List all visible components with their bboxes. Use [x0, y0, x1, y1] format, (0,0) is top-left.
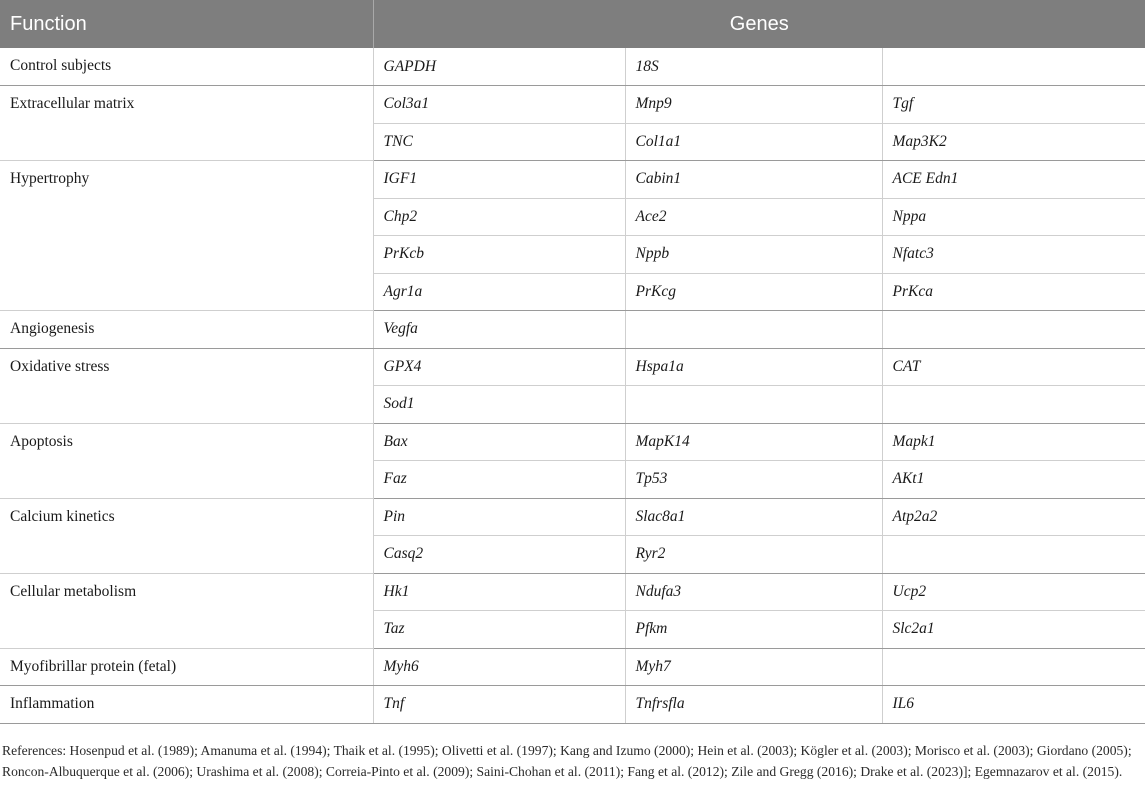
- gene-cell: GPX4: [373, 348, 625, 386]
- table-row: [0, 348, 1145, 386]
- function-cell: Control subjects: [0, 48, 373, 86]
- function-cell: Hypertrophy: [0, 161, 373, 311]
- gene-cell: CAT: [882, 348, 1145, 386]
- gene-cell: Sod1: [373, 386, 625, 424]
- gene-cell: PrKcg: [625, 273, 882, 311]
- gene-cell: 18S: [625, 48, 882, 86]
- gene-cell: IL6: [882, 686, 1145, 724]
- gene-cell: AKt1: [882, 461, 1145, 499]
- gene-cell: Map3K2: [882, 123, 1145, 161]
- gene-cell: Casq2: [373, 536, 625, 574]
- gene-cell: [882, 648, 1145, 686]
- gene-cell: [625, 311, 882, 349]
- function-cell: Angiogenesis: [0, 311, 373, 349]
- gene-cell: Bax: [373, 423, 625, 461]
- table-row: [0, 573, 1145, 611]
- table-header: [0, 0, 1145, 48]
- gene-cell: Mapk1: [882, 423, 1145, 461]
- gene-cell: PrKca: [882, 273, 1145, 311]
- table-row: [0, 311, 1145, 349]
- gene-cell: GAPDH: [373, 48, 625, 86]
- function-cell: Extracellular matrix: [0, 86, 373, 161]
- gene-cell: Pfkm: [625, 611, 882, 649]
- function-cell: Inflammation: [0, 686, 373, 724]
- gene-cell: PrKcb: [373, 236, 625, 274]
- gene-cell: Cabin1: [625, 161, 882, 199]
- gene-cell: Myh6: [373, 648, 625, 686]
- gene-cell: Nfatc3: [882, 236, 1145, 274]
- gene-cell: Tgf: [882, 86, 1145, 124]
- gene-cell: Taz: [373, 611, 625, 649]
- gene-cell: Vegfa: [373, 311, 625, 349]
- gene-cell: Slc2a1: [882, 611, 1145, 649]
- function-cell: Myofibrillar protein (fetal): [0, 648, 373, 686]
- gene-cell: Nppb: [625, 236, 882, 274]
- table-body: [0, 48, 1145, 723]
- gene-cell: Agr1a: [373, 273, 625, 311]
- gene-cell: Hspa1a: [625, 348, 882, 386]
- table-row: [0, 686, 1145, 724]
- gene-cell: Myh7: [625, 648, 882, 686]
- gene-cell: IGF1: [373, 161, 625, 199]
- gene-cell: Nppa: [882, 198, 1145, 236]
- header-function: Function: [0, 0, 373, 48]
- table-row: [0, 423, 1145, 461]
- table-row: [0, 86, 1145, 124]
- gene-cell: Tnf: [373, 686, 625, 724]
- gene-cell: MapK14: [625, 423, 882, 461]
- function-cell: Apoptosis: [0, 423, 373, 498]
- gene-cell: Mnp9: [625, 86, 882, 124]
- gene-cell: Atp2a2: [882, 498, 1145, 536]
- header-genes: Genes: [373, 0, 1145, 48]
- gene-cell: Ace2: [625, 198, 882, 236]
- function-cell: Cellular metabolism: [0, 573, 373, 648]
- function-cell: Calcium kinetics: [0, 498, 373, 573]
- gene-cell: Pin: [373, 498, 625, 536]
- table-row: [0, 48, 1145, 86]
- gene-cell: Col1a1: [625, 123, 882, 161]
- gene-cell: [882, 311, 1145, 349]
- gene-cell: Tp53: [625, 461, 882, 499]
- gene-cell: Chp2: [373, 198, 625, 236]
- gene-cell: [882, 386, 1145, 424]
- gene-cell: Ndufa3: [625, 573, 882, 611]
- gene-cell: Tnfrsfla: [625, 686, 882, 724]
- gene-cell: ACE Edn1: [882, 161, 1145, 199]
- gene-cell: [882, 536, 1145, 574]
- table-row: [0, 161, 1145, 199]
- gene-cell: Ucp2: [882, 573, 1145, 611]
- references-note: References: Hosenpud et al. (1989); Amanuma et al. (1994); Thaik et al. (1995); Olivetti et al. (1997); Kang and Izumo (2000); Hein et al. (2003); Kögler et al. (2003); Morisco et al. (2003); Giordano (2005); Roncon-Albuquerque et al. (2006); Urashima et al. (2008); Correia-Pinto et al. (2009); Saini-Chohan et al. (2011); Fang et al. (2012); Zile and Gregg (2016); Drake et al. (2023)]; Egemnazarov et al. (2015).: [2, 743, 1132, 779]
- table-row: [0, 648, 1145, 686]
- gene-cell: TNC: [373, 123, 625, 161]
- function-cell: Oxidative stress: [0, 348, 373, 423]
- gene-cell: Slac8a1: [625, 498, 882, 536]
- gene-cell: Ryr2: [625, 536, 882, 574]
- table-row: [0, 498, 1145, 536]
- gene-cell: [625, 386, 882, 424]
- gene-cell: Col3a1: [373, 86, 625, 124]
- gene-cell: Hk1: [373, 573, 625, 611]
- gene-cell: Faz: [373, 461, 625, 499]
- gene-cell: [882, 48, 1145, 86]
